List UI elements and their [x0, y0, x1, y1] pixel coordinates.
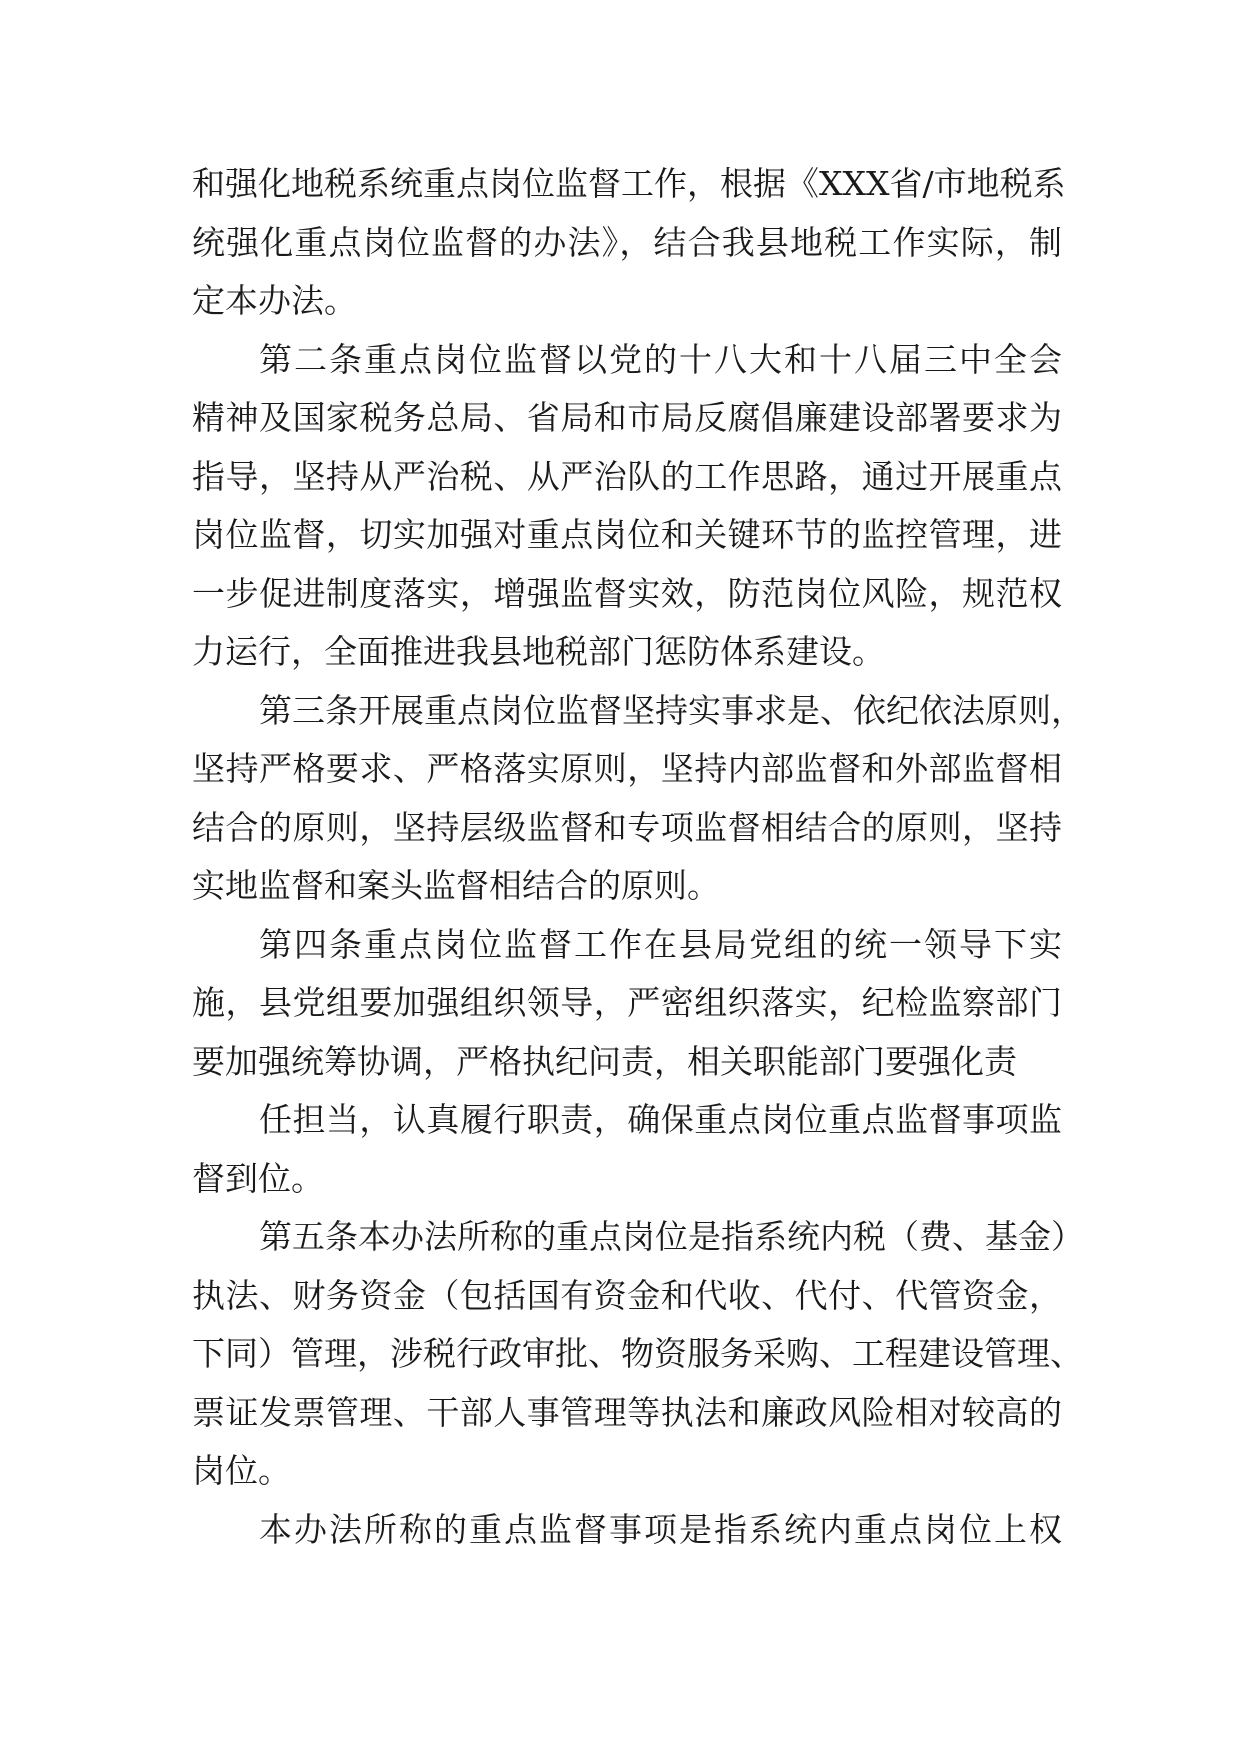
text-line: 岗位监督，切实加强对重点岗位和关键环节的监控管理，进	[192, 515, 1062, 554]
text-line: 定本办法。	[192, 281, 357, 320]
text-line: 坚持严格要求、严格落实原则，坚持内部监督和外部监督相	[192, 749, 1062, 788]
text-line: 岗位。	[192, 1451, 291, 1490]
text-line: 施，县党组要加强组织领导，严密组织落实，纪检监察部门	[192, 983, 1062, 1022]
text-line: 统强化重点岗位监督的办法》，结合我县地税工作实际，制	[192, 222, 1062, 262]
text-line: 精神及国家税务总局、省局和市局反腐倡廉建设部署要求为	[192, 398, 1062, 437]
text-line: 本办法所称的重点监督事项是指系统内重点岗位上权	[259, 1509, 1062, 1549]
text-line: 下同）管理，涉税行政审批、物资服务采购、工程建设管理、	[192, 1334, 1083, 1373]
text-line: 和强化地税系统重点岗位监督工作，根据《XXX省/市地税系	[192, 164, 1066, 203]
text-line: 第五条本办法所称的重点岗位是指系统内税（费、基金）	[259, 1217, 1084, 1256]
text-line: 第二条重点岗位监督以党的十八大和十八届三中全会	[259, 339, 1062, 379]
text-line: 力运行，全面推进我县地税部门惩防体系建设。	[192, 632, 885, 671]
text-line: 任担当，认真履行职责，确保重点岗位重点监督事项监	[259, 1100, 1062, 1139]
text-line: 指导，坚持从严治税、从严治队的工作思路，通过开展重点	[192, 456, 1062, 496]
text-line: 第四条重点岗位监督工作在县局党组的统一领导下实	[259, 924, 1062, 964]
document-body	[192, 155, 1084, 1559]
text-line: 票证发票管理、干部人事管理等执法和廉政风险相对较高的	[192, 1392, 1062, 1432]
text-line: 一步促进制度落实，增强监督实效，防范岗位风险，规范权	[192, 573, 1062, 613]
text-line: 要加强统筹协调，严格执纪问责，相关职能部门要强化责	[192, 1041, 1017, 1081]
text-line: 实地监督和案头监督相结合的原则。	[192, 866, 720, 905]
text-line: 督到位。	[192, 1158, 324, 1198]
text-line: 第三条开展重点岗位监督坚持实事求是、依纪依法原则，	[259, 690, 1084, 730]
text-line: 结合的原则，坚持层级监督和专项监督相结合的原则，坚持	[192, 807, 1062, 847]
text-line: 执法、财务资金（包括国有资金和代收、代付、代管资金，	[192, 1275, 1062, 1315]
